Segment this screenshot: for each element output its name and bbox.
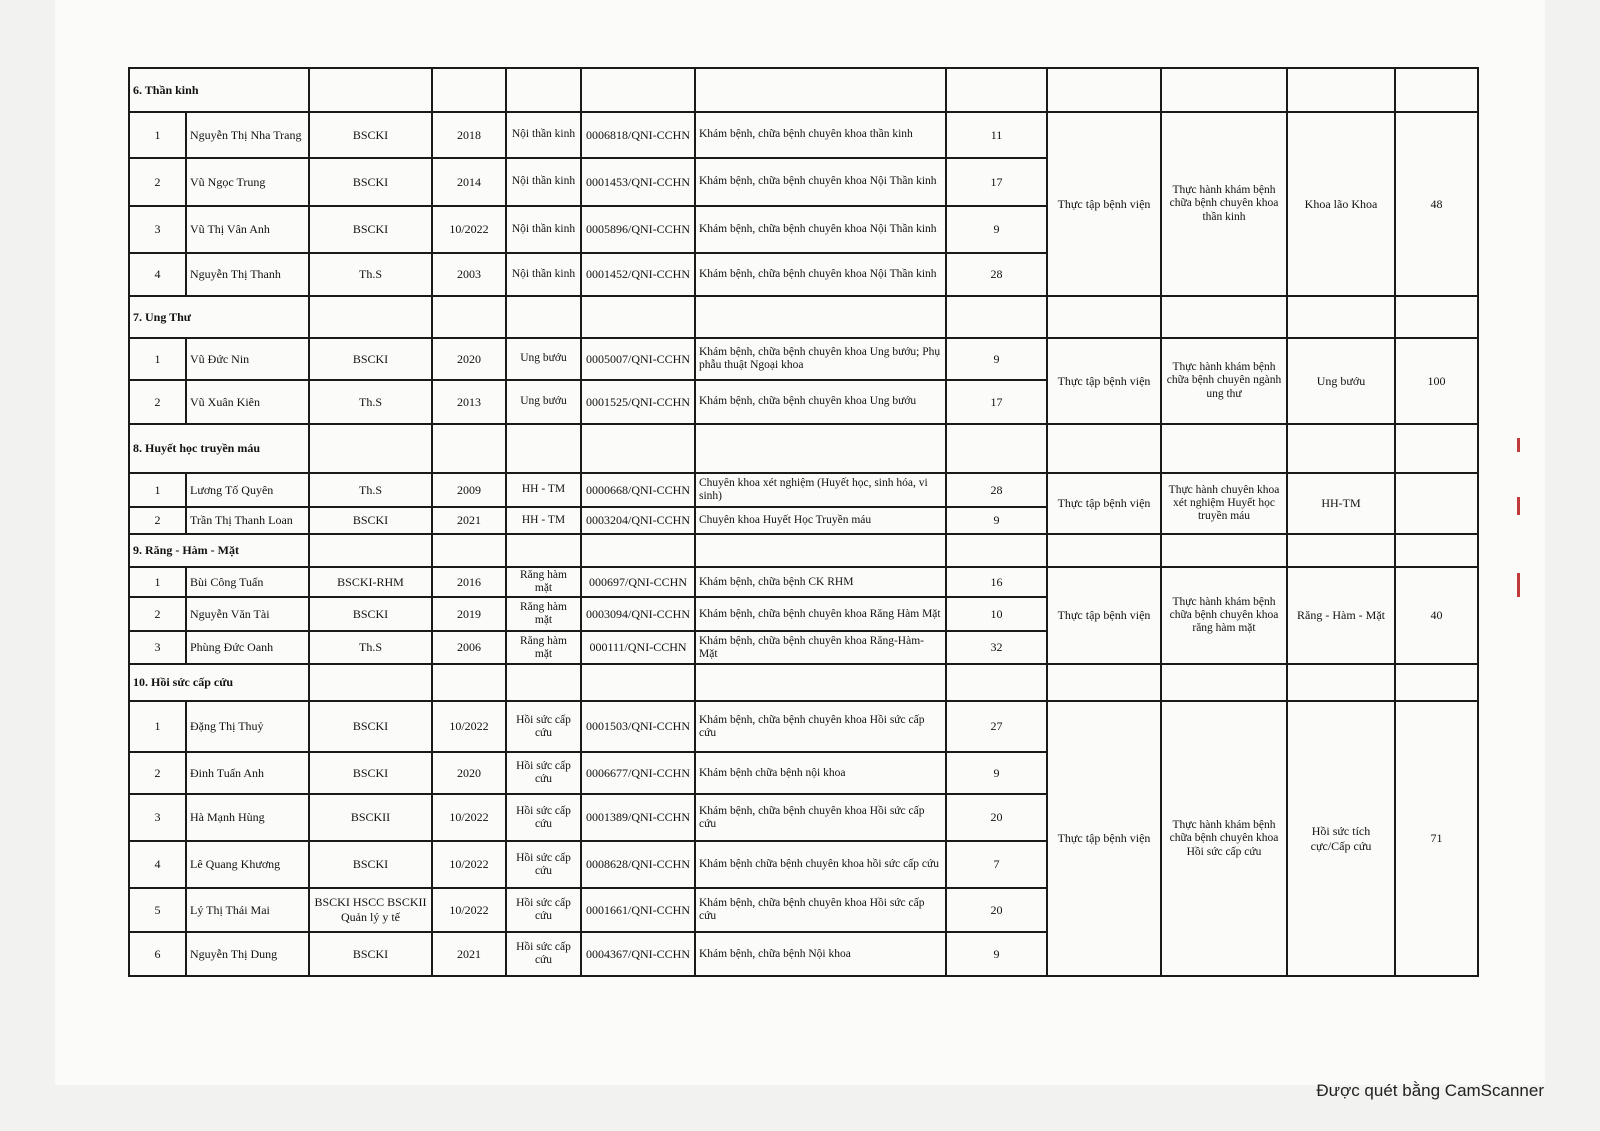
experience-years: 32 (946, 631, 1047, 664)
training-content: Thực hành khám bệnh chữa bệnh chuyên khoa thần kinh (1161, 112, 1287, 296)
specialty: Nội thần kinh (506, 253, 581, 296)
empty-cell (1047, 424, 1161, 473)
empty-cell (946, 296, 1047, 338)
experience-years: 28 (946, 473, 1047, 507)
staff-table (128, 67, 1479, 977)
empty-cell (432, 424, 506, 473)
training-type: Thực tập bệnh viện (1047, 567, 1161, 664)
specialty: HH - TM (506, 507, 581, 534)
practice-certificate: 000697/QNI-CCHN (581, 567, 695, 597)
specialty: Răng hàm mặt (506, 631, 581, 664)
empty-cell (1047, 68, 1161, 112)
empty-cell (432, 534, 506, 567)
practice-certificate: 0001503/QNI-CCHN (581, 701, 695, 752)
staff-degree: BSCKI-RHM (309, 567, 432, 597)
capacity (1395, 473, 1478, 534)
empty-cell (695, 534, 946, 567)
cert-year: 10/2022 (432, 888, 506, 932)
practice-certificate: 0008628/QNI-CCHN (581, 841, 695, 888)
training-content: Thực hành khám bệnh chữa bệnh chuyên khoa răng hàm mặt (1161, 567, 1287, 664)
table-row (129, 473, 1478, 507)
cert-year: 2021 (432, 932, 506, 976)
experience-years: 20 (946, 794, 1047, 841)
department: Hồi sức tích cực/Cấp cứu (1287, 701, 1395, 976)
department: HH-TM (1287, 473, 1395, 534)
section-header-row (129, 68, 1478, 112)
staff-name: Phùng Đức Oanh (186, 631, 309, 664)
cert-year: 10/2022 (432, 841, 506, 888)
empty-cell (1395, 664, 1478, 701)
empty-cell (1161, 424, 1287, 473)
experience-years: 17 (946, 380, 1047, 424)
empty-cell (581, 664, 695, 701)
experience-years: 10 (946, 597, 1047, 631)
practice-certificate: 0003094/QNI-CCHN (581, 597, 695, 631)
empty-cell (506, 296, 581, 338)
practice-scope: Khám bệnh chữa bệnh chuyên khoa hồi sức cấp cứu (695, 841, 946, 888)
row-number: 2 (129, 158, 186, 206)
practice-certificate: 0000668/QNI-CCHN (581, 473, 695, 507)
specialty: Ung bướu (506, 380, 581, 424)
empty-cell (1161, 68, 1287, 112)
practice-certificate: 0001525/QNI-CCHN (581, 380, 695, 424)
specialty: Nội thần kinh (506, 112, 581, 158)
empty-cell (695, 424, 946, 473)
staff-name: Nguyễn Thị Thanh (186, 253, 309, 296)
practice-scope: Khám bệnh, chữa bệnh chuyên khoa Ung bướu; Phụ phẫu thuật Ngoại khoa (695, 338, 946, 380)
scan-edge-mark (1517, 573, 1520, 597)
capacity: 40 (1395, 567, 1478, 664)
training-content: Thực hành chuyên khoa xét nghiệm Huyết học truyền máu (1161, 473, 1287, 534)
capacity: 71 (1395, 701, 1478, 976)
specialty: Nội thần kinh (506, 206, 581, 253)
department: Ung bướu (1287, 338, 1395, 424)
specialty: Răng hàm mặt (506, 597, 581, 631)
cert-year: 2021 (432, 507, 506, 534)
practice-certificate: 0006818/QNI-CCHN (581, 112, 695, 158)
empty-cell (506, 68, 581, 112)
empty-cell (1047, 534, 1161, 567)
practice-certificate: 0003204/QNI-CCHN (581, 507, 695, 534)
empty-cell (581, 534, 695, 567)
section-header-row (129, 534, 1478, 567)
empty-cell (1047, 664, 1161, 701)
staff-name: Đặng Thị Thuỷ (186, 701, 309, 752)
training-type: Thực tập bệnh viện (1047, 112, 1161, 296)
staff-name: Nguyễn Thị Dung (186, 932, 309, 976)
staff-name: Nguyễn Văn Tài (186, 597, 309, 631)
empty-cell (1161, 664, 1287, 701)
row-number: 2 (129, 380, 186, 424)
empty-cell (1395, 68, 1478, 112)
empty-cell (695, 296, 946, 338)
practice-scope: Khám bệnh, chữa bệnh chuyên khoa Hồi sức cấp cứu (695, 888, 946, 932)
practice-scope: Khám bệnh, chữa bệnh chuyên khoa Răng-Hàm-Mặt (695, 631, 946, 664)
specialty: Hồi sức cấp cứu (506, 841, 581, 888)
scan-edge-mark (1517, 438, 1520, 452)
experience-years: 11 (946, 112, 1047, 158)
row-number: 4 (129, 253, 186, 296)
practice-certificate: 0005007/QNI-CCHN (581, 338, 695, 380)
scan-edge-mark (1517, 497, 1520, 515)
staff-degree: Th.S (309, 631, 432, 664)
empty-cell (309, 68, 432, 112)
experience-years: 9 (946, 206, 1047, 253)
practice-scope: Khám bệnh, chữa bệnh chuyên khoa thần kinh (695, 112, 946, 158)
staff-name: Bùi Công Tuấn (186, 567, 309, 597)
staff-name: Hà Mạnh Hùng (186, 794, 309, 841)
staff-degree: BSCKI (309, 752, 432, 794)
empty-cell (1287, 424, 1395, 473)
experience-years: 9 (946, 507, 1047, 534)
training-content: Thực hành khám bệnh chữa bệnh chuyên khoa Hồi sức cấp cứu (1161, 701, 1287, 976)
empty-cell (506, 534, 581, 567)
cert-year: 2018 (432, 112, 506, 158)
empty-cell (1287, 296, 1395, 338)
cert-year: 2009 (432, 473, 506, 507)
cert-year: 2003 (432, 253, 506, 296)
staff-degree: BSCKI (309, 841, 432, 888)
practice-scope: Khám bệnh, chữa bệnh chuyên khoa Nội Thần kinh (695, 158, 946, 206)
staff-degree: BSCKI (309, 701, 432, 752)
row-number: 1 (129, 112, 186, 158)
practice-certificate: 0001452/QNI-CCHN (581, 253, 695, 296)
experience-years: 17 (946, 158, 1047, 206)
practice-scope: Khám bệnh, chữa bệnh CK RHM (695, 567, 946, 597)
empty-cell (695, 664, 946, 701)
training-content: Thực hành khám bệnh chữa bệnh chuyên ngành ung thư (1161, 338, 1287, 424)
specialty: Hồi sức cấp cứu (506, 794, 581, 841)
staff-degree: Th.S (309, 473, 432, 507)
staff-name: Nguyễn Thị Nha Trang (186, 112, 309, 158)
practice-scope: Khám bệnh, chữa bệnh Nội khoa (695, 932, 946, 976)
cert-year: 2016 (432, 567, 506, 597)
experience-years: 9 (946, 932, 1047, 976)
staff-degree: BSCKI (309, 507, 432, 534)
table-row (129, 701, 1478, 752)
empty-cell (946, 664, 1047, 701)
practice-certificate: 000111/QNI-CCHN (581, 631, 695, 664)
empty-cell (581, 296, 695, 338)
empty-cell (1161, 534, 1287, 567)
training-type: Thực tập bệnh viện (1047, 473, 1161, 534)
staff-name: Vũ Xuân Kiên (186, 380, 309, 424)
row-number: 6 (129, 932, 186, 976)
cert-year: 10/2022 (432, 794, 506, 841)
row-number: 3 (129, 206, 186, 253)
empty-cell (1161, 296, 1287, 338)
specialty: Hồi sức cấp cứu (506, 888, 581, 932)
practice-certificate: 0001661/QNI-CCHN (581, 888, 695, 932)
table-row (129, 112, 1478, 158)
empty-cell (1395, 296, 1478, 338)
specialty: HH - TM (506, 473, 581, 507)
empty-cell (1287, 68, 1395, 112)
section-header-row (129, 424, 1478, 473)
experience-years: 28 (946, 253, 1047, 296)
department: Khoa lão Khoa (1287, 112, 1395, 296)
row-number: 2 (129, 752, 186, 794)
practice-scope: Chuyên khoa Huyết Học Truyền máu (695, 507, 946, 534)
empty-cell (946, 68, 1047, 112)
practice-scope: Khám bệnh, chữa bệnh chuyên khoa Ung bướu (695, 380, 946, 424)
row-number: 1 (129, 567, 186, 597)
practice-scope: Khám bệnh, chữa bệnh chuyên khoa Răng Hàm Mặt (695, 597, 946, 631)
specialty: Ung bướu (506, 338, 581, 380)
staff-degree: BSCKI (309, 597, 432, 631)
capacity: 48 (1395, 112, 1478, 296)
staff-degree: BSCKI HSCC BSCKII Quản lý y tế (309, 888, 432, 932)
cert-year: 2006 (432, 631, 506, 664)
table-row (129, 567, 1478, 597)
empty-cell (506, 424, 581, 473)
section-title: 9. Răng - Hàm - Mặt (129, 534, 309, 567)
department: Răng - Hàm - Mặt (1287, 567, 1395, 664)
row-number: 1 (129, 338, 186, 380)
section-header-row (129, 296, 1478, 338)
row-number: 2 (129, 507, 186, 534)
staff-degree: BSCKI (309, 932, 432, 976)
section-title: 7. Ung Thư (129, 296, 309, 338)
empty-cell (581, 68, 695, 112)
staff-name: Lương Tố Quyên (186, 473, 309, 507)
practice-scope: Khám bệnh chữa bệnh nội khoa (695, 752, 946, 794)
cert-year: 2014 (432, 158, 506, 206)
experience-years: 7 (946, 841, 1047, 888)
specialty: Hồi sức cấp cứu (506, 932, 581, 976)
staff-name: Vũ Đức Nin (186, 338, 309, 380)
staff-name: Lý Thị Thái Mai (186, 888, 309, 932)
empty-cell (1395, 534, 1478, 567)
experience-years: 16 (946, 567, 1047, 597)
empty-cell (309, 424, 432, 473)
empty-cell (695, 68, 946, 112)
training-type: Thực tập bệnh viện (1047, 338, 1161, 424)
specialty: Hồi sức cấp cứu (506, 701, 581, 752)
cert-year: 10/2022 (432, 206, 506, 253)
experience-years: 20 (946, 888, 1047, 932)
staff-degree: BSCKI (309, 338, 432, 380)
empty-cell (581, 424, 695, 473)
empty-cell (506, 664, 581, 701)
capacity: 100 (1395, 338, 1478, 424)
staff-name: Trần Thị Thanh Loan (186, 507, 309, 534)
staff-degree: Th.S (309, 253, 432, 296)
cert-year: 10/2022 (432, 701, 506, 752)
section-title: 6. Thần kinh (129, 68, 309, 112)
experience-years: 27 (946, 701, 1047, 752)
training-type: Thực tập bệnh viện (1047, 701, 1161, 976)
empty-cell (309, 534, 432, 567)
staff-name: Đinh Tuấn Anh (186, 752, 309, 794)
cert-year: 2019 (432, 597, 506, 631)
section-header-row (129, 664, 1478, 701)
table-row (129, 338, 1478, 380)
practice-certificate: 0001453/QNI-CCHN (581, 158, 695, 206)
experience-years: 9 (946, 338, 1047, 380)
camscanner-footer: Được quét bằng CamScanner (1316, 1081, 1544, 1100)
section-title: 10. Hồi sức cấp cứu (129, 664, 309, 701)
practice-scope: Khám bệnh, chữa bệnh chuyên khoa Hồi sức cấp cứu (695, 701, 946, 752)
staff-degree: BSCKI (309, 112, 432, 158)
empty-cell (432, 68, 506, 112)
empty-cell (432, 296, 506, 338)
cert-year: 2013 (432, 380, 506, 424)
row-number: 2 (129, 597, 186, 631)
empty-cell (1287, 534, 1395, 567)
empty-cell (946, 534, 1047, 567)
row-number: 1 (129, 701, 186, 752)
practice-scope: Khám bệnh, chữa bệnh chuyên khoa Nội Thần kinh (695, 253, 946, 296)
empty-cell (309, 296, 432, 338)
practice-scope: Khám bệnh, chữa bệnh chuyên khoa Hồi sức cấp cứu (695, 794, 946, 841)
staff-name: Vũ Ngọc Trung (186, 158, 309, 206)
specialty: Hồi sức cấp cứu (506, 752, 581, 794)
staff-degree: BSCKII (309, 794, 432, 841)
staff-degree: BSCKI (309, 206, 432, 253)
section-title: 8. Huyết học truyền máu (129, 424, 309, 473)
empty-cell (432, 664, 506, 701)
practice-certificate: 0004367/QNI-CCHN (581, 932, 695, 976)
cert-year: 2020 (432, 338, 506, 380)
empty-cell (1287, 664, 1395, 701)
staff-name: Lê Quang Khương (186, 841, 309, 888)
staff-degree: BSCKI (309, 158, 432, 206)
staff-degree: Th.S (309, 380, 432, 424)
experience-years: 9 (946, 752, 1047, 794)
staff-name: Vũ Thị Vân Anh (186, 206, 309, 253)
empty-cell (1047, 296, 1161, 338)
row-number: 4 (129, 841, 186, 888)
row-number: 1 (129, 473, 186, 507)
empty-cell (1395, 424, 1478, 473)
practice-scope: Khám bệnh, chữa bệnh chuyên khoa Nội Thần kinh (695, 206, 946, 253)
practice-certificate: 0006677/QNI-CCHN (581, 752, 695, 794)
specialty: Răng hàm mặt (506, 567, 581, 597)
practice-certificate: 0005896/QNI-CCHN (581, 206, 695, 253)
row-number: 3 (129, 631, 186, 664)
cert-year: 2020 (432, 752, 506, 794)
practice-scope: Chuyên khoa xét nghiệm (Huyết học, sinh hóa, vi sinh) (695, 473, 946, 507)
empty-cell (946, 424, 1047, 473)
row-number: 3 (129, 794, 186, 841)
practice-certificate: 0001389/QNI-CCHN (581, 794, 695, 841)
empty-cell (309, 664, 432, 701)
row-number: 5 (129, 888, 186, 932)
specialty: Nội thần kinh (506, 158, 581, 206)
